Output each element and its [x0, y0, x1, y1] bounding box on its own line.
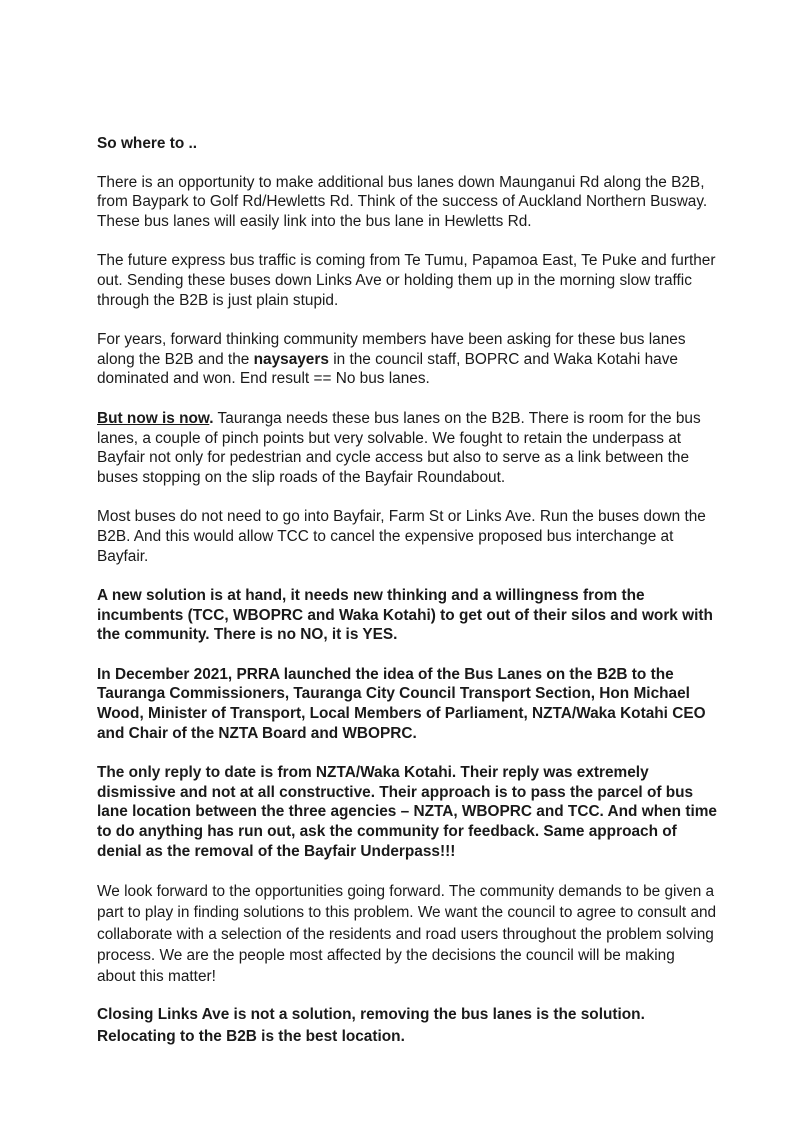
paragraph-naysayers-before: For years, forward thinking community members have been asking for these bus lanes along the B2B and the — [97, 331, 686, 368]
section-heading: So where to .. — [97, 135, 198, 152]
paragraph-nzta-reply: The only reply to date is from NZTA/Waka Kotahi. Their reply was extremely dismissive and not at all constructive. Their approach is to pass the parcel of bus lane location between the three agencies – NZTA, WBOPRC and TCC. And when time to do anything has run out, ask the community for feedback. Same approach of denial as the removal of the Bayfair Underpass!!! — [97, 764, 717, 860]
paragraph-bus-lanes-opportunity: There is an opportunity to make additional bus lanes down Maunganui Rd along the B2B, from Baypark to Golf Rd/Hewletts Rd. Think of the success of Auckland Northern Busway. These bus lanes will easily link into the bus lane in Hewletts Rd. — [97, 173, 708, 230]
paragraph-december-2021: In December 2021, PRRA launched the idea of the Bus Lanes on the B2B to the Tauranga Commissioners, Tauranga City Council Transport Section, Hon Michael Wood, Minister of Transport, Local Members of Parliament, NZTA/Waka Kotahi CEO and Chair of the NZTA Board and WBOPRC. — [97, 665, 706, 742]
document-page — [97, 134, 717, 1047]
paragraph-run-buses-b2b: Most buses do not need to go into Bayfair, Farm St or Links Ave. Run the buses down the B2B. And this would allow TCC to cancel the expensive proposed bus interchange at Bayfair. — [97, 508, 706, 565]
paragraph-closing-links-ave: Closing Links Ave is not a solution, removing the bus lanes is the solution. Relocating to the B2B is the best location. — [97, 1006, 645, 1045]
paragraph-express-bus-traffic: The future express bus traffic is coming from Te Tumu, Papamoa East, Te Puke and further out. Sending these buses down Links Ave or holding them up in the morning slow traffic through the B2B is just plain stupid. — [97, 252, 716, 309]
paragraph-but-now-is-now — [97, 409, 717, 487]
paragraph-naysayers-after: in the council staff, BOPRC and Waka Kotahi have dominated and won. End result == No bus lanes. — [97, 350, 678, 388]
paragraph-but-now-body: Tauranga needs these bus lanes on the B2B. There is room for the bus lanes, a couple of pinch points but very solvable. We fought to retain the underpass at Bayfair not only for pedestrian and cycle access but also to serve as a link between the buses stopping on the slip roads of the Bayfair Roundabout. — [97, 409, 701, 486]
paragraph-look-forward: We look forward to the opportunities going forward. The community demands to be given a part to play in finding solutions to this problem. We want the council to agree to consult and collaborate with a selection of the residents and road users throughout the problem solving process. We are the people most affected by the decisions the council will be making about this matter! — [97, 883, 717, 986]
paragraph-naysayers — [97, 330, 717, 389]
but-now-is-now-period: . — [209, 409, 214, 427]
paragraph-new-solution: A new solution is at hand, it needs new thinking and a willingness from the incumbents (TCC, WBOPRC and Waka Kotahi) to get out of their silos and work with the community. There is no NO, it is YES. — [97, 587, 713, 644]
naysayers-emphasis: naysayers — [253, 350, 329, 368]
but-now-is-now-lead: But now is now — [97, 409, 210, 427]
